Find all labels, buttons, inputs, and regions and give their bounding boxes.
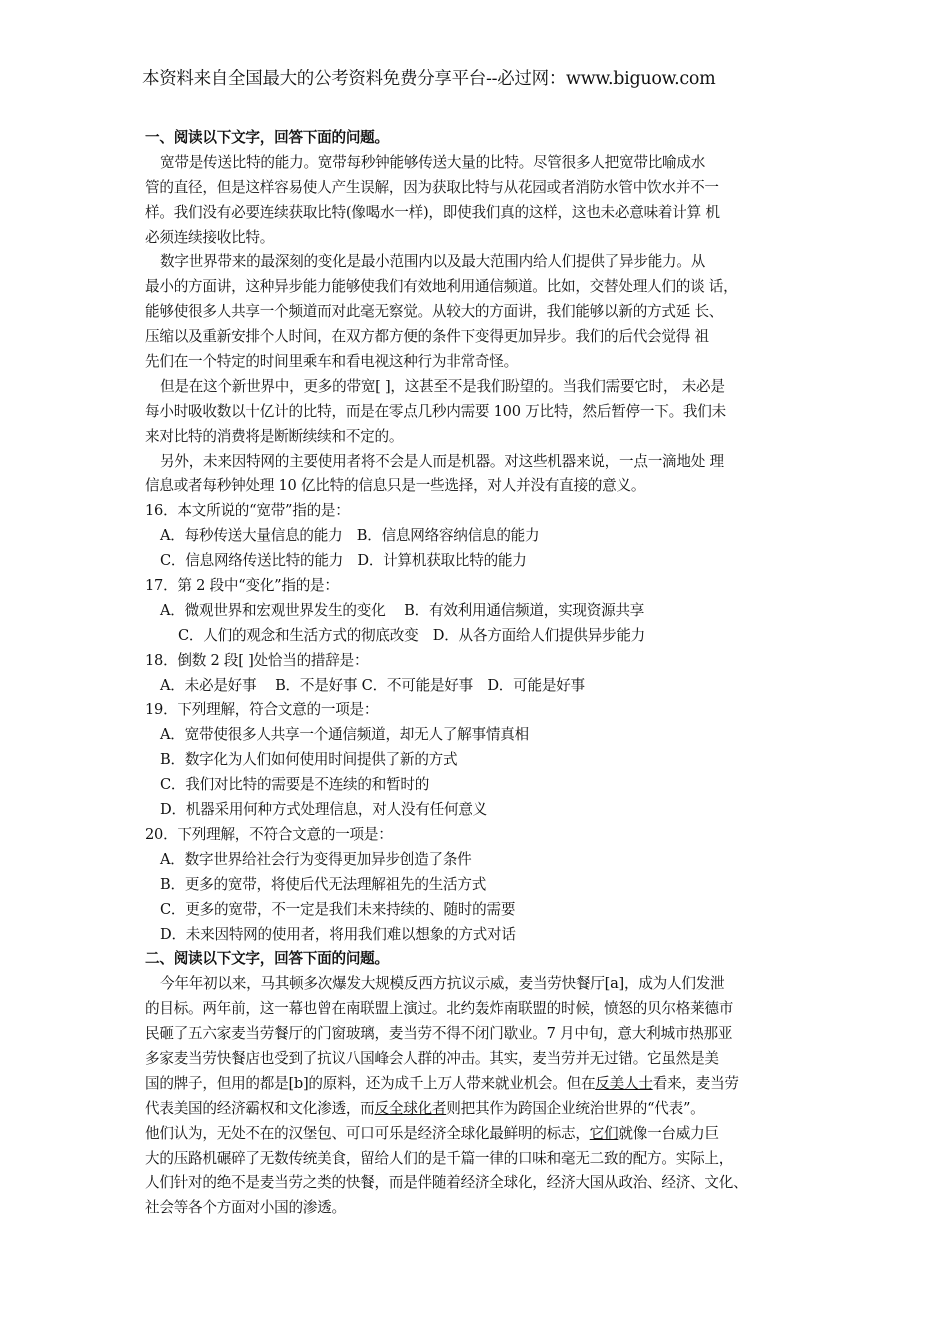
passage-text: 人们针对的绝不是麦当劳之类的快餐，而是伴随着经济全球化，经济大国从政治、经济、文化、 (145, 1174, 748, 1192)
passage-text: 民砸了五六家麦当劳餐厅的门窗玻璃，麦当劳不得不闭门歇业。7 月中旬，意大利城市热那亚 (145, 1025, 733, 1043)
source-header: 本资料来自全国最大的公考资料免费分享平台--必过网：www.biguow.com (142, 69, 716, 89)
underlined-term: 反全球化者 (374, 1099, 447, 1117)
passage-line (145, 1097, 820, 1122)
passage-text: 他们认为，无处不在的汉堡包、可口可乐是经济全球化最鲜明的标志， (145, 1124, 590, 1142)
question-stem: 20．下列理解，不符合文意的一项是： (145, 825, 393, 843)
passage-line (145, 1022, 820, 1047)
passage-line (145, 1047, 820, 1072)
passage-line: 最小的方面讲，这种异步能力能够使我们有效地利用通信频道。比如，交替处理人们的谈 话， (145, 278, 738, 296)
passage-line (145, 1122, 820, 1147)
question-options: A．每秒传送大量信息的能力 B．信息网络容纳信息的能力 (160, 527, 540, 545)
passage-line (145, 1196, 820, 1221)
question-option: D．机器采用何种方式处理信息，对人没有任何意义 (160, 801, 488, 819)
question-option: D．未来因特网的使用者，将用我们难以想象的方式对话 (160, 925, 516, 943)
passage-line (145, 1147, 820, 1172)
question-options: C．人们的观念和生活方式的彻底改变 D．从各方面给人们提供异步能力 (178, 626, 646, 644)
passage-line: 能够使很多人共享一个频道而对此毫无察觉。从较大的方面讲，我们能够以新的方式延 长、 (145, 303, 724, 321)
passage-line: 必须连续接收比特。 (145, 228, 275, 246)
question-options: A．微观世界和宏观世界发生的变化 B．有效利用通信频道，实现资源共享 (160, 601, 645, 619)
passage-line (145, 1171, 820, 1196)
passage-text: 代表美国的经济霸权和文化渗透，而 (145, 1099, 375, 1117)
question-stem: 16．本文所说的“宽带”指的是： (145, 502, 350, 520)
passage-text: 多家麦当劳快餐店也受到了抗议八国峰会人群的冲击。其实，麦当劳并无过错。它虽然是美 (145, 1049, 719, 1067)
passage-line: 另外，未来因特网的主要使用者将不会是人而是机器。对这些机器来说，一点一滴地处 理 (160, 452, 724, 470)
passage-line: 信息或者每秒钟处理 10 亿比特的信息只是一些选择，对人并没有直接的意义。 (145, 477, 646, 495)
question-option: A．数字世界给社会行为变得更加异步创造了条件 (160, 850, 472, 868)
passage-text: 今年年初以来，马其顿多次爆发大规模反西方抗议示威，麦当劳快餐厅[a]，成为人们发泄 (160, 975, 725, 993)
underlined-term: 反美人士 (595, 1074, 653, 1092)
passage-line: 管的直径，但是这样容易使人产生误解，因为获取比特与从花园或者消防水管中饮水并不一 (145, 178, 719, 196)
passage-text: 国的牌子，但用的都是[b]的原料，还为成千上万人带来就业机会。但在 (145, 1074, 596, 1092)
question-16 (145, 499, 820, 574)
section-1-passage (145, 151, 820, 499)
question-option: C．更多的宽带，不一定是我们未来持续的、随时的需要 (160, 900, 516, 918)
question-option: A．宽带使很多人共享一个通信频道，却无人了解事情真相 (160, 726, 529, 744)
question-stem: 19．下列理解，符合文意的一项是： (145, 701, 379, 719)
passage-line: 先们在一个特定的时间里乘车和看电视这种行为非常奇怪。 (145, 353, 518, 371)
passage-text: 就像一台威力巨 (618, 1124, 719, 1142)
passage-line: 来对比特的消费将是断断续续和不定的。 (145, 427, 404, 445)
passage-line (145, 972, 820, 997)
passage-text: 看来，麦当劳 (652, 1074, 739, 1092)
question-17 (145, 574, 820, 649)
question-stem: 18．倒数 2 段[ ]处恰当的措辞是： (145, 651, 369, 669)
question-18 (145, 649, 820, 699)
question-options: C．信息网络传送比特的能力 D．计算机获取比特的能力 (160, 552, 527, 570)
question-options: A．未必是好事 B．不是好事 C．不可能是好事 D．可能是好事 (160, 676, 585, 694)
passage-line: 数字世界带来的最深刻的变化是最小范围内以及最大范围内给人们提供了异步能力。从 (160, 253, 706, 271)
passage-line (145, 1072, 820, 1097)
question-20 (145, 823, 820, 947)
section-2-heading: 二、阅读以下文字，回答下面的问题。 (145, 950, 389, 968)
passage-line: 样。我们没有必要连续获取比特(像喝水一样)，即使我们真的这样，这也未必意味着计算 机 (145, 203, 720, 221)
document-body (145, 126, 820, 1221)
section-1-heading: 一、阅读以下文字，回答下面的问题。 (145, 129, 389, 146)
question-option: B．数字化为人们如何使用时间提供了新的方式 (160, 751, 458, 769)
passage-line (145, 997, 820, 1022)
passage-line: 宽带是传送比特的能力。宽带每秒钟能够传送大量的比特。尽管很多人把宽带比喻成水 (160, 153, 706, 171)
passage-text: 则把其作为跨国企业统治世界的“代表”。 (446, 1099, 705, 1117)
passage-line: 压缩以及重新安排个人时间，在双方都方便的条件下变得更加异步。我们的后代会觉得 祖 (145, 328, 709, 346)
passage-text: 的目标。两年前，这一幕也曾在南联盟上演过。北约轰炸南联盟的时候，愤怒的贝尔格莱德市 (145, 1000, 734, 1018)
question-19 (145, 698, 820, 822)
passage-text: 社会等各个方面对小国的渗透。 (145, 1199, 346, 1217)
question-stem: 17．第 2 段中“变化”指的是： (145, 577, 339, 595)
underlined-term: 它们 (589, 1124, 619, 1142)
passage-line: 每小时吸收数以十亿计的比特，而是在零点几秒内需要 100 万比特，然后暂停一下。我们未 (145, 402, 726, 420)
passage-line: 但是在这个新世界中，更多的带宽[ ]，这甚至不是我们盼望的。当我们需要它时， 未必是 (160, 377, 725, 395)
question-option: C．我们对比特的需要是不连续的和暂时的 (160, 776, 430, 794)
passage-text: 大的压路机碾碎了无数传统美食，留给人们的是千篇一律的口味和毫无二致的配方。实际上， (145, 1149, 734, 1167)
section-2-passage (145, 972, 820, 1221)
question-option: B．更多的宽带，将使后代无法理解祖先的生活方式 (160, 875, 487, 893)
